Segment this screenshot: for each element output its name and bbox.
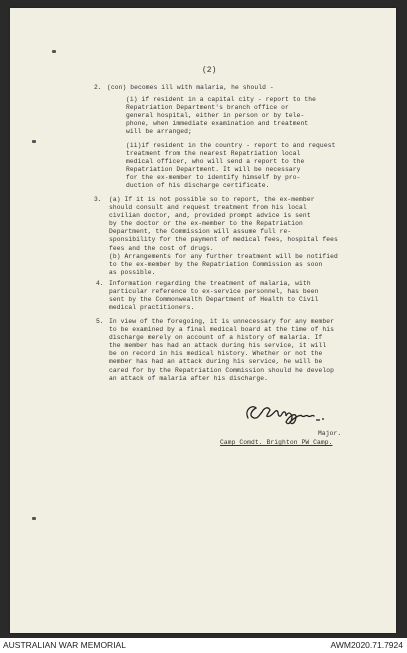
text-line: Department, the Commission will assume full re- — [109, 228, 292, 236]
text-line: (i) if resident in a capital city - report to the — [126, 96, 317, 103]
item-number: 4. — [96, 280, 104, 287]
item-4-text — [109, 280, 318, 312]
text-line: the member has had an attack during his service, it will — [109, 342, 327, 350]
text-line: Repatriation Department's branch office or — [126, 104, 289, 112]
text-line: be on record in his medical history. Whether or not the — [109, 350, 323, 358]
item-5-text — [109, 318, 334, 383]
text-line: should consult and request treatment from his local — [109, 204, 307, 212]
item-2-sub-ii — [126, 142, 335, 191]
text-line: to the ex-member by the Repatriation Commission as soon — [109, 260, 323, 268]
text-line: general hospital, either in person or by tele- — [126, 112, 305, 120]
text-line: by the doctor or the ex-member to the Repatriation — [109, 220, 303, 228]
text-line: an attack of malaria after his discharge. — [109, 374, 269, 382]
text-line: medical practitioners. — [109, 304, 195, 312]
text-line: sent by the Commonwealth Department of Health to Civil — [109, 296, 319, 304]
text-line: to be examined by a final medical board at the time of his — [109, 326, 334, 334]
text-line: fees and the cost of drugs. — [109, 244, 214, 252]
page-number: (2) — [202, 66, 217, 75]
text-line: cared for by the Repatriation Commission should he develop — [109, 366, 334, 374]
text-line: treatment from the nearest Repatriation local — [126, 150, 301, 158]
item-2-sub-i — [126, 96, 316, 136]
item-3-text — [109, 196, 338, 277]
item-number: 5. — [96, 318, 104, 325]
text-line: sponsibility for the payment of medical fees, hospital fees — [109, 236, 338, 244]
text-line: civilian doctor, and, provided prompt advice is sent — [109, 212, 311, 220]
text-line: discharge merely on account of a history of malaria. If — [109, 334, 323, 342]
text-line: for the ex-member to identify himself by pro- — [126, 174, 301, 182]
text-line: medical officer, who will send a report to the — [126, 158, 305, 166]
item-number: 2. — [94, 84, 102, 91]
text-line: will be arranged; — [126, 128, 192, 136]
text-line: (b) Arrangements for any further treatment will be notified — [109, 252, 338, 260]
text-line: (a) If it is not possible so to report, the ex-member — [109, 196, 315, 203]
text-line: duction of his discharge certificate. — [126, 182, 270, 190]
text-line: Repatriation Department. It will be necessary — [126, 166, 301, 174]
signature-rank: Major. — [318, 430, 342, 437]
text-line: particular reference to ex-service personnel, has been — [109, 288, 319, 296]
punch-mark — [52, 50, 56, 53]
text-line: as possible. — [109, 268, 156, 276]
item-2-intro: (con) becomes ill with malaria, he should - — [107, 84, 274, 91]
text-line: Information regarding the treatment of malaria, with — [109, 280, 311, 287]
document-page — [10, 8, 396, 633]
signature-unit: Camp Comdt. Brighton PW Camp. — [220, 439, 333, 446]
text-line: phone, when immediate examination and treatment — [126, 120, 309, 128]
footer-reference: AWM2020.71.7924 — [330, 640, 403, 650]
item-number: 3. — [94, 196, 102, 203]
text-line: (ii)if resident in the country - report to and request — [126, 142, 336, 149]
handwritten-signature — [242, 398, 352, 428]
text-line: In view of the foregoing, it is unnecessary for any member — [109, 318, 334, 325]
archive-footer — [0, 638, 407, 653]
footer-institution: AUSTRALIAN WAR MEMORIAL — [3, 640, 126, 650]
text-line: member has had an attack during his service, he will be — [109, 358, 323, 366]
punch-mark — [32, 517, 36, 520]
punch-mark — [32, 140, 36, 143]
